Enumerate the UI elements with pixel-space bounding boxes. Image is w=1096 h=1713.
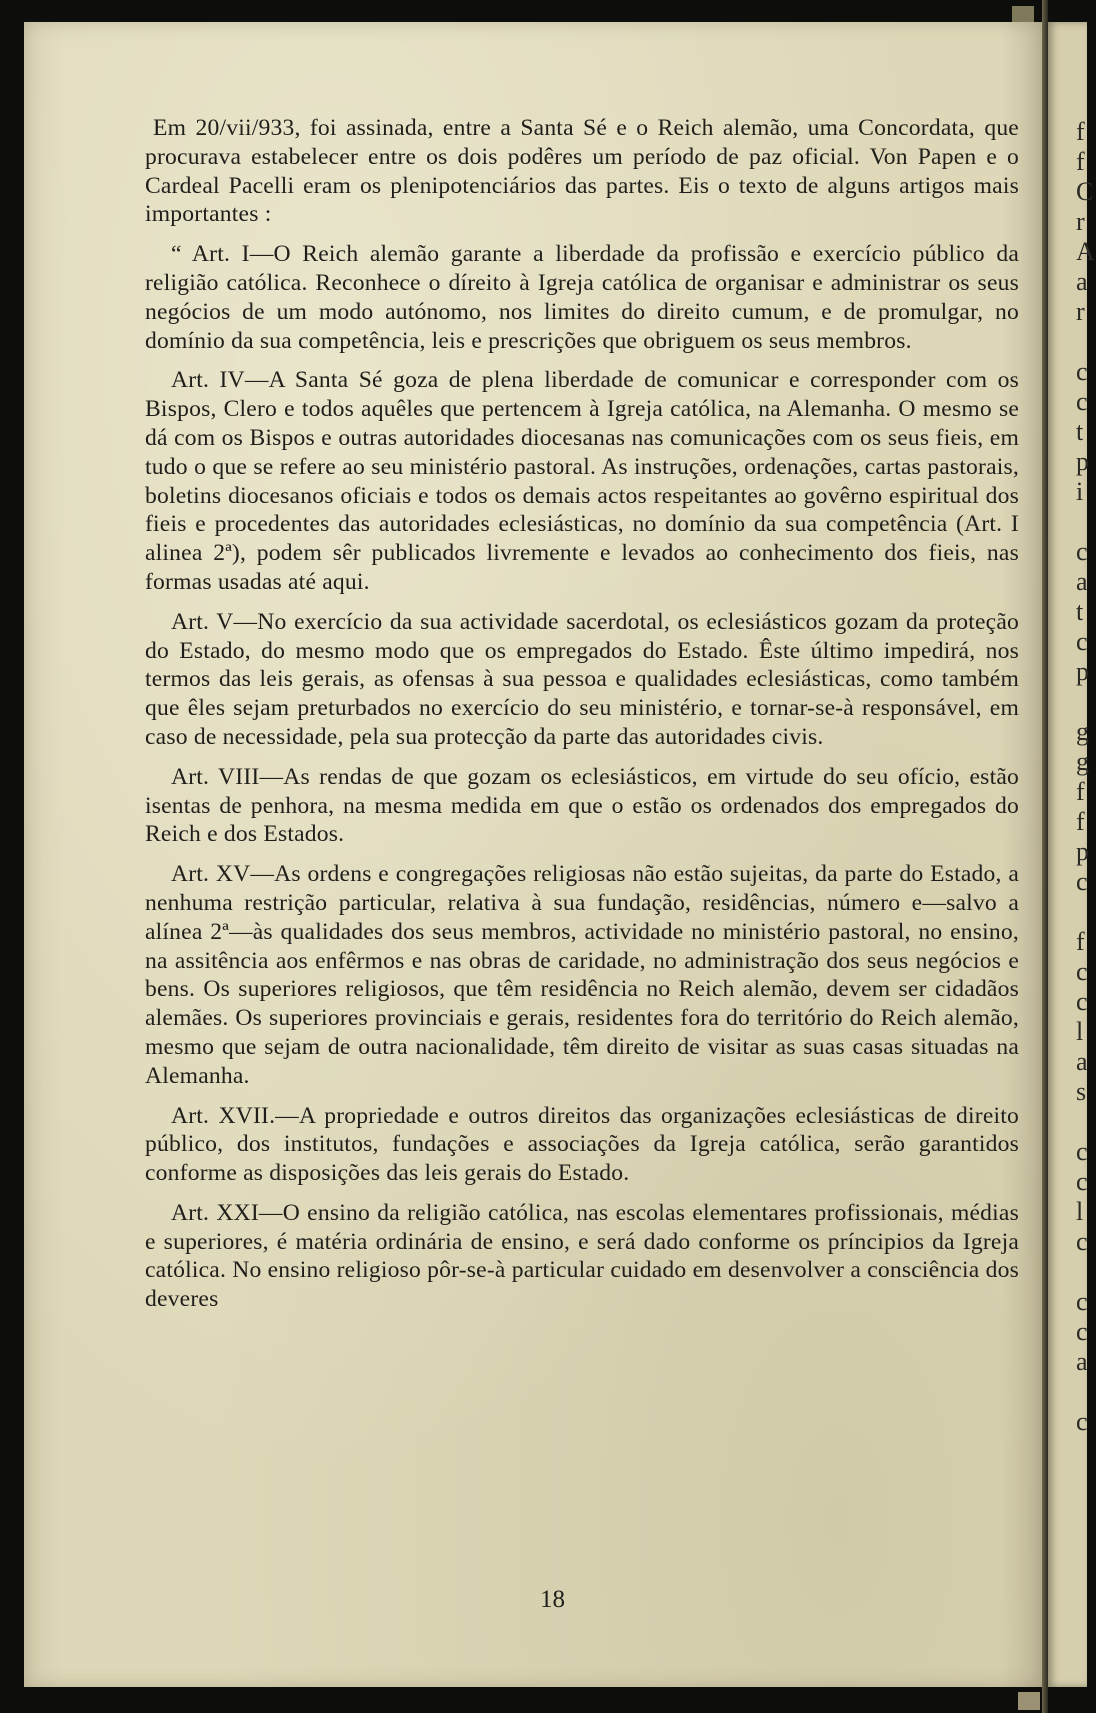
article-xvii-paragraph: Art. XVII.—A propriedade e outros direitos das organizações eclesiásticas de direito público, dos institutos, fundações e associações da Igreja católica, serão garantidos conforme as disposições das leis gerais do Estado.	[145, 1102, 1019, 1187]
page-corner-bottom	[1018, 1692, 1040, 1710]
facing-page-letters: f f C r A a r c c t p i c a t c p g g f f p c f c c l a s c c l c c c a c	[1076, 117, 1095, 1436]
body-text	[145, 114, 1019, 1325]
article-viii-paragraph: Art. VIII—As rendas de que gozam os eclesiásticos, em virtude do seu ofício, estão isentas de penhora, na mesma medida em que o estão os ordenados dos empregados do Reich e dos Estados.	[145, 763, 1019, 848]
page-corner-top	[1012, 6, 1034, 22]
article-i-paragraph: “ Art. I—O Reich alemão garante a liberdade da profissão e exercício público da religião católica. Reconhece o díreito à Igreja católica de organisar e administrar os seus negócios de um modo autónomo, nos limites do direito cumum, e de promulgar, no domínio da sua competência, leis e prescrições que obriguem os seus membros.	[145, 241, 1019, 354]
article-xxi-paragraph: Art. XXI—O ensino da religião católica, nas escolas elementares profissionais, médias e superiores, é matéria ordinária de ensino, e será dado conforme os príncipios da Igreja católica. No ensino religioso pôr-se-à particular cuidado em desenvolver a consciência dos deveres	[145, 1199, 1019, 1313]
article-v-paragraph: Art. V—No exercício da sua actividade sacerdotal, os eclesiásticos gozam da proteção do Estado, do mesmo modo que os empregados do Estado. Êste último impedirá, nos termos das leis gerais, as ofensas à sua pessoa e qualidades eclesiásticas, como também que êles sejam preturbados no exercício do seu ministério, e tornar-se-à responsável, em caso de necessidade, pela sua protecção da parte das autoridades civis.	[145, 608, 1019, 750]
intro-paragraph: Em 20/vii/933, foi assinada, entre a Santa Sé e o Reich alemão, uma Concordata, que procurava estabelecer entre os dois podêres um período de paz oficial. Von Papen e o Cardeal Pacelli eram os plenipotenciários das partes. Eis o texto de alguns artigos mais importantes :	[145, 115, 1019, 228]
article-iv-paragraph: Art. IV—A Santa Sé goza de plena liberdade de comunicar e corresponder com os Bispos, Clero e todos aquêles que pertencem à Igreja católica, na Alemanha. O mesmo se dá com os Bispos e outras autoridades diocesanas nas comunicações com os seus fieis, em tudo o que se refere ao seu ministério pastoral. As instruções, ordenações, cartas pastorais, boletins diocesanos oficiais e todos os demais actos respeitantes ao govêrno espiritual dos fieis e procedentes das autoridades eclesiásticas, no domínio da sua competência (Art. I alinea 2ª), podem sêr publicados livremente e levados ao conhecimento dos fieis, nas formas usadas até aqui.	[145, 367, 1019, 595]
facing-page-edge	[1048, 22, 1095, 1687]
page-number: 18	[540, 1586, 565, 1613]
article-xv-paragraph: Art. XV—As ordens e congregações religiosas não estão sujeitas, da parte do Estado, a nenhuma restrição particular, relativa à sua fundação, residências, número e—salvo a alínea 2ª—às qualidades dos seus membros, actividade no ministério pastoral, no ensino, na assitência aos enfêrmos e nas obras de caridade, no administração dos seus negócios e bens. Os superiores religiosos, que têm residência no Reich alemão, devem ser cidadãos alemães. Os superiores provinciais e gerais, residentes fora do território do Reich alemão, mesmo que sejam de outra nacionalidade, têm direito de visitar as suas casas situadas na Alemanha.	[145, 861, 1019, 1089]
